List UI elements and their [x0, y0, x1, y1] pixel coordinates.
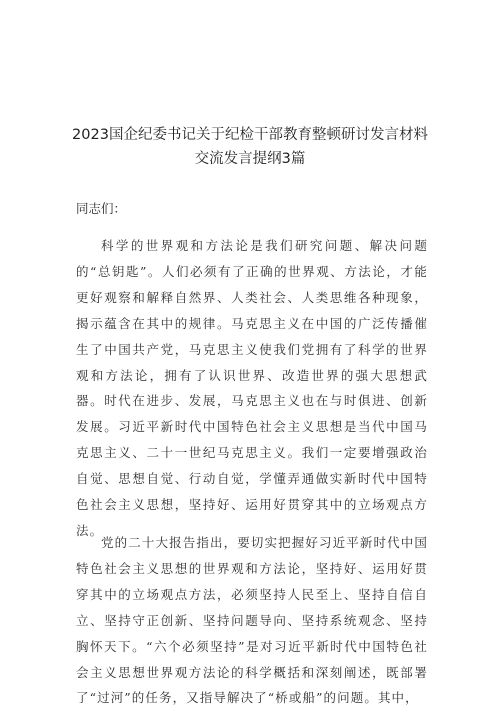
document-title: 2023国企纪委书记关于纪检干部教育整顿研讨发言材料: [72, 127, 428, 143]
body-paragraph-1: 科学的世界观和方法论是我们研究问题、解决问题的“总钥匙”。人们必须有了正确的世界观、方法论，才能更好观察和解释自然界、人类社会、人类思维各种现象，揭示蕴含在其中的规律。马克思主义在中国的广泛传播催生了中国共产党，马克思主义使我们党拥有了科学的世界观和方法论，拥有了认识世界、改造世界的强大思想武器。时代在进步、发展，马克思主义也在与时俱进、创新发展。习近平新时代中国特色社会主义思想是当代中国马克思主义、二十一世纪马克思主义。我们一定要增强政治自觉、思想自觉、行动自觉，学懂弄通做实新时代中国特色社会主义思想，坚持好、运用好贯穿其中的立场观点方法。: [76, 238, 428, 538]
body-paragraph-2: 党的二十大报告指出，要切实把握好习近平新时代中国特色社会主义思想的世界观和方法论，坚持好、运用好贯穿其中的立场观点方法，必须坚持人民至上、坚持自信自立、坚持守正创新、坚持问题导向、坚持系统观念、坚持胸怀天下。“六个必须坚持”是对习近平新时代中国特色社会主义思想世界观方法论的科学概括和深刻阐述，既部署了“过河”的任务，又指导解决了“桥或船”的问题。其中，: [76, 535, 428, 706]
document-subtitle: 交流发言提纲3篇: [194, 151, 306, 167]
salutation: 同志们：: [76, 201, 127, 216]
